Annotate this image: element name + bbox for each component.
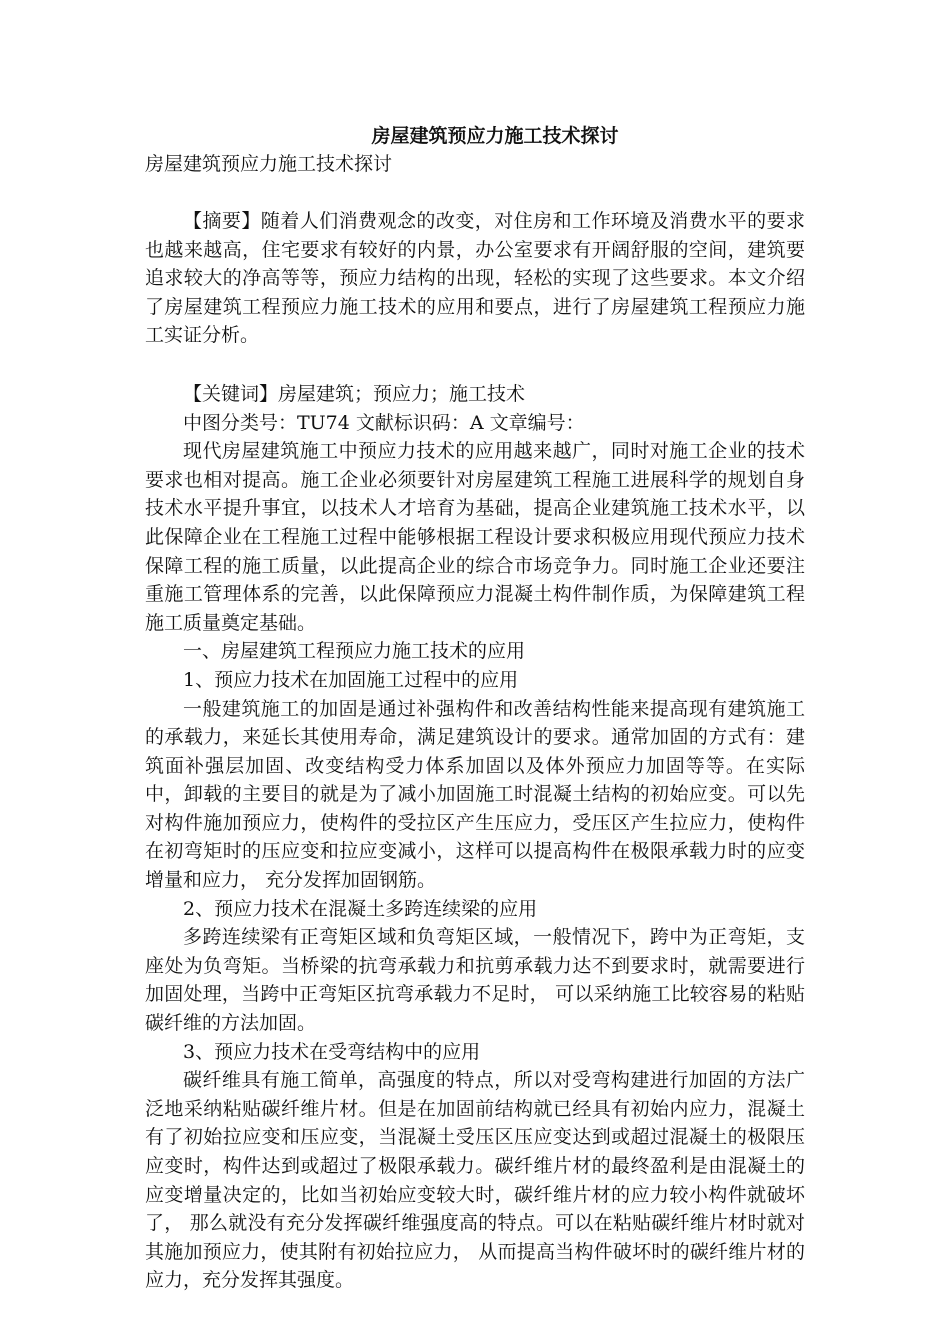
subsection-heading-1: 1、预应力技术在加固施工过程中的应用 xyxy=(183,668,519,691)
spacer xyxy=(145,179,805,207)
subsection-heading-3: 3、预应力技术在受弯结构中的应用 xyxy=(183,1040,481,1063)
document-title: 房屋建筑预应力施工技术探讨 xyxy=(371,125,619,147)
subsection-2-paragraph: 多跨连续梁有正弯矩区域和负弯矩区域，一般情况下，跨中为正弯矩，支座处为负弯矩。当桥梁的抗弯承载力和抗剪承载力达不到要求时，就需要进行加固处理，当跨中正弯矩区抗弯承载力不足时， 可以采纳施工比较容易的粘贴碳纤维的方法加固。 xyxy=(145,926,805,1035)
intro-paragraph: 现代房屋建筑施工中预应力技术的应用越来越广，同时对施工企业的技术要求也相对提高。施工企业必须要针对房屋建筑工程施工进展科学的规划自身技术水平提升事宜，以技术人才培育为基础，提高企业建筑施工技术水平，以此保障企业在工程施工过程中能够根据工程设计要求积极应用现代预应力技术保障工程的施工质量，以此提高企业的综合市场竞争力。同时施工企业还要注重施工管理体系的完善，以此保障预应力混凝土构件制作质，为保障建筑工程施工质量奠定基础。 xyxy=(145,440,805,634)
keywords-line: 【关键词】房屋建筑；预应力；施工技术 xyxy=(183,382,526,405)
document-subtitle: 房屋建筑预应力施工技术探讨 xyxy=(145,153,393,175)
classification-line: 中图分类号：TU74 文献标识码：A 文章编号： xyxy=(183,411,585,434)
subsection-3-paragraph: 碳纤维具有施工简单，高强度的特点，所以对受弯构建进行加固的方法广泛地采纳粘贴碳纤维片材。但是在加固前结构就已经具有初始内应力，混凝土有了初始拉应变和压应变，当混凝土受压区压应变达到或超过混凝土的极限压应变时，构件达到或超过了极限承载力。碳纤维片材的最终盈利是由混凝土的应变增量决定的，比如当初始应变较大时，碳纤维片材的应力较小构件就破坏了， 那么就没有充分发挥碳纤维强度高的特点。可以在粘贴碳纤维片材时就对其施加预应力，使其附有初始拉应力， 从而提高当构件破坏时的碳纤维片材的应力，充分发挥其强度。 xyxy=(145,1069,805,1292)
spacer xyxy=(145,350,805,380)
subsection-heading-2: 2、预应力技术在混凝土多跨连续梁的应用 xyxy=(183,897,538,920)
section-heading-1: 一、房屋建筑工程预应力施工技术的应用 xyxy=(183,640,526,663)
subsection-1-paragraph: 一般建筑施工的加固是通过补强构件和改善结构性能来提高现有建筑施工的承载力，来延长其使用寿命，满足建筑设计的要求。通常加固的方式有：建筑面补强层加固、改变结构受力体系加固以及体外预应力加固等等。在实际中，卸载的主要目的就是为了减小加固施工时混凝土结构的初始应变。可以先对构件施加预应力，使构件的受拉区产生压应力，受压区产生拉应力，使构件在初弯矩时的压应变和拉应变减小，这样可以提高构件在极限承载力时的应变增量和应力， 充分发挥加固钢筋。 xyxy=(145,697,805,892)
abstract-paragraph: 【摘要】随着人们消费观念的改变，对住房和工作环境及消费水平的要求也越来越高，住宅要求有较好的内景，办公室要求有开阔舒服的空间，建筑要追求较大的净高等等，预应力结构的出现，轻松的实现了这些要求。本文介绍了房屋建筑工程预应力施工技术的应用和要点，进行了房屋建筑工程预应力施工实证分析。 xyxy=(145,210,805,347)
document-page xyxy=(145,122,805,1295)
